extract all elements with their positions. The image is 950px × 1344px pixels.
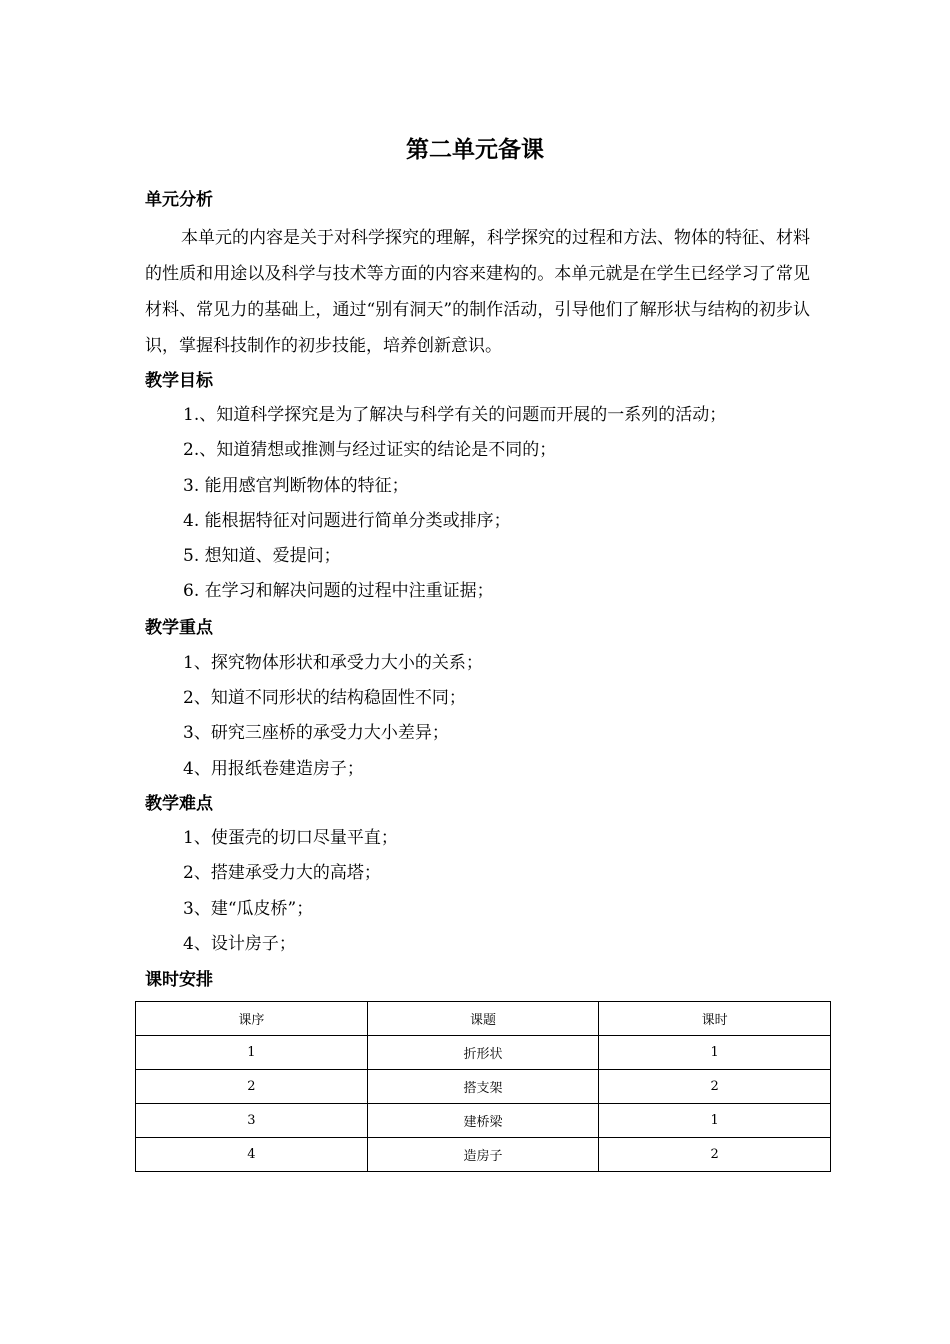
difficulty-item: 2、搭建承受力大的高塔； <box>183 863 381 883</box>
table-cell: 2 <box>136 1070 368 1104</box>
column-header-lesson-order: 课序 <box>136 1002 368 1036</box>
table-header-row <box>136 1002 831 1036</box>
table-cell: 造房子 <box>367 1138 599 1172</box>
table-cell: 3 <box>136 1104 368 1138</box>
objective-item: 5. 想知道、爱提问； <box>183 546 341 566</box>
table-cell: 1 <box>136 1036 368 1070</box>
objective-item: 1.、知道科学探究是为了解决与科学有关的问题而开展的一系列的活动； <box>183 405 727 425</box>
objectives-heading: 教学目标 <box>145 371 213 391</box>
table-cell: 1 <box>599 1036 831 1070</box>
objective-item: 4. 能根据特征对问题进行简单分类或排序； <box>183 511 511 531</box>
column-header-topic: 课题 <box>367 1002 599 1036</box>
table-cell: 搭支架 <box>367 1070 599 1104</box>
unit-analysis-paragraph: 本单元的内容是关于对科学探究的理解，科学探究的过程和方法、物体的特征、材料的性质和用途以及科学与技术等方面的内容来建构的。本单元就是在学生已经学习了常见材料、常见力的基础上，通过“别有洞天”的制作活动，引导他们了解形状与结构的初步认识，掌握科技制作的初步技能，培养创新意识。 <box>145 228 810 356</box>
objective-item: 2.、知道猜想或推测与经过证实的结论是不同的； <box>183 440 557 460</box>
schedule-heading: 课时安排 <box>145 970 213 990</box>
table-row <box>136 1036 831 1070</box>
key-point-item: 3、研究三座桥的承受力大小差异； <box>183 723 449 743</box>
table-row <box>136 1138 831 1172</box>
objective-item: 6. 在学习和解决问题的过程中注重证据； <box>183 581 494 601</box>
difficulty-item: 3、建“瓜皮桥”； <box>183 899 314 919</box>
page-title: 第二单元备课 <box>406 137 544 163</box>
table-row <box>136 1070 831 1104</box>
table-cell: 2 <box>599 1138 831 1172</box>
table-cell: 折形状 <box>367 1036 599 1070</box>
difficulty-item: 1、使蛋壳的切口尽量平直； <box>183 828 398 848</box>
table-cell: 建桥梁 <box>367 1104 599 1138</box>
key-point-item: 2、知道不同形状的结构稳固性不同； <box>183 688 466 708</box>
table-cell: 2 <box>599 1070 831 1104</box>
objective-item: 3. 能用感官判断物体的特征； <box>183 476 409 496</box>
difficulties-heading: 教学难点 <box>145 794 213 814</box>
difficulty-item: 4、设计房子； <box>183 934 296 954</box>
schedule-table <box>135 1001 831 1172</box>
key-point-item: 1、探究物体形状和承受力大小的关系； <box>183 653 483 673</box>
key-point-item: 4、用报纸卷建造房子； <box>183 759 364 779</box>
table-cell: 4 <box>136 1138 368 1172</box>
table-cell: 1 <box>599 1104 831 1138</box>
table-row <box>136 1104 831 1138</box>
unit-analysis-heading: 单元分析 <box>145 190 213 210</box>
key-points-heading: 教学重点 <box>145 618 213 638</box>
column-header-hours: 课时 <box>599 1002 831 1036</box>
